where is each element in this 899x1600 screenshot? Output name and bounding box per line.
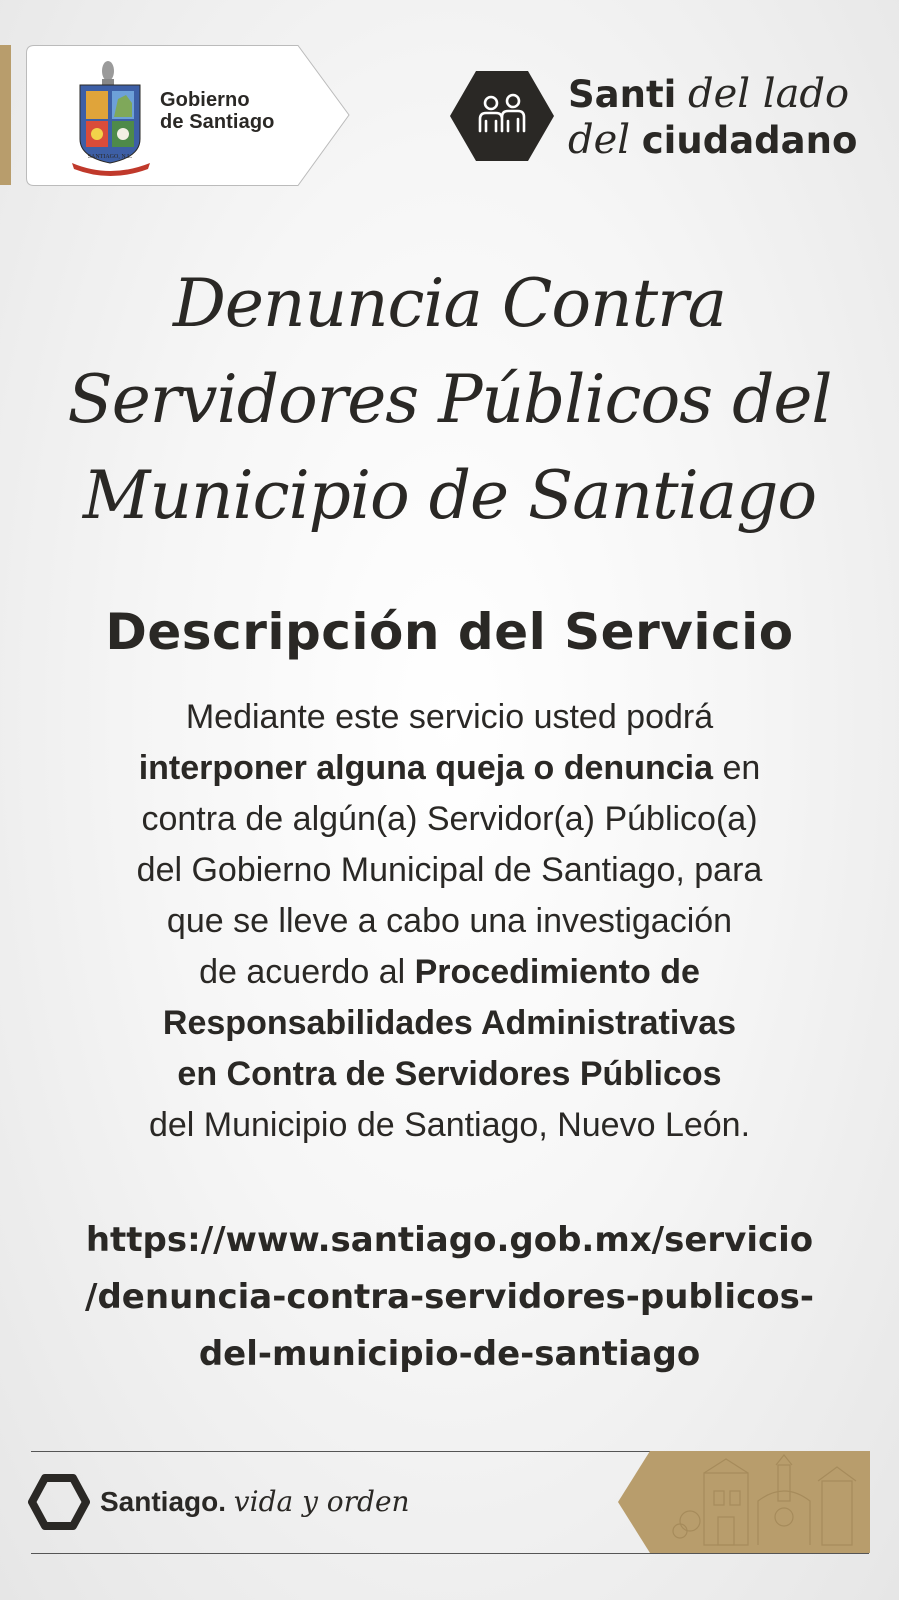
people-icon: [450, 71, 554, 161]
description-line: [20, 1049, 879, 1100]
description-line: interponer alguna queja o denuncia en: [138, 749, 761, 787]
crest-caption: SANTIAGO, N.L.: [87, 154, 133, 160]
procedure-name: Procedimiento de: [414, 953, 700, 991]
service-url-line1: https://www.santiago.gob.mx/servicio: [85, 1220, 814, 1260]
description-line: contra de algún(a) Servidor(a) Público(a): [141, 800, 758, 838]
footer-brand-santiago: Santiago.: [100, 1486, 227, 1517]
procedure-name: en Contra de Servidores Públicos: [177, 1055, 722, 1093]
description-line: del Gobierno Municipal de Santiago, para: [136, 851, 763, 889]
edge-accent-tab: [0, 45, 11, 185]
tagline-ciudadano: ciudadano: [641, 119, 858, 162]
tagline-del: del: [568, 117, 631, 163]
description-line: del Municipio de Santiago, Nuevo León.: [148, 1106, 751, 1144]
footer-brand: [100, 1485, 410, 1519]
tagline-del-lado: del lado: [688, 71, 850, 117]
page-title-line2: Servidores Públicos del: [67, 361, 832, 438]
procedure-name: Responsabilidades Administrativas: [162, 1004, 737, 1042]
page-title-line3: Municipio de Santiago: [82, 457, 817, 534]
description-line: [20, 998, 879, 1049]
description-line: Mediante este servicio usted podrá: [185, 698, 714, 736]
government-logo[interactable]: [26, 45, 350, 186]
page-title-line1: Denuncia Contra: [172, 265, 727, 342]
service-url-line3: del-municipio-de-santiago: [198, 1334, 701, 1374]
service-url-link[interactable]: [0, 1212, 899, 1383]
government-name: [160, 89, 274, 133]
description-line: que se lleve a cabo una investigación: [166, 902, 733, 940]
description-emphasis: interponer alguna queja o denuncia: [138, 749, 714, 787]
description-line: de acuerdo al Procedimiento de: [199, 953, 700, 991]
government-name-line1: Gobierno: [160, 89, 250, 111]
hexagon-outline-icon: [28, 1474, 90, 1530]
service-url-line2: /denuncia-contra-servidores-publicos-: [85, 1277, 814, 1317]
historic-buildings-illustration: [618, 1451, 870, 1553]
footer-bottom-divider: [31, 1553, 869, 1554]
coat-of-arms-icon: [66, 55, 158, 177]
tagline-santi: Santi: [568, 73, 677, 116]
government-name-line2: de Santiago: [160, 111, 275, 133]
footer-brand-slogan: vida y orden: [233, 1485, 410, 1518]
page-title: [20, 256, 879, 544]
service-description: [20, 692, 879, 1151]
tagline: [568, 71, 857, 163]
section-heading: Descripción del Servicio: [105, 603, 794, 661]
